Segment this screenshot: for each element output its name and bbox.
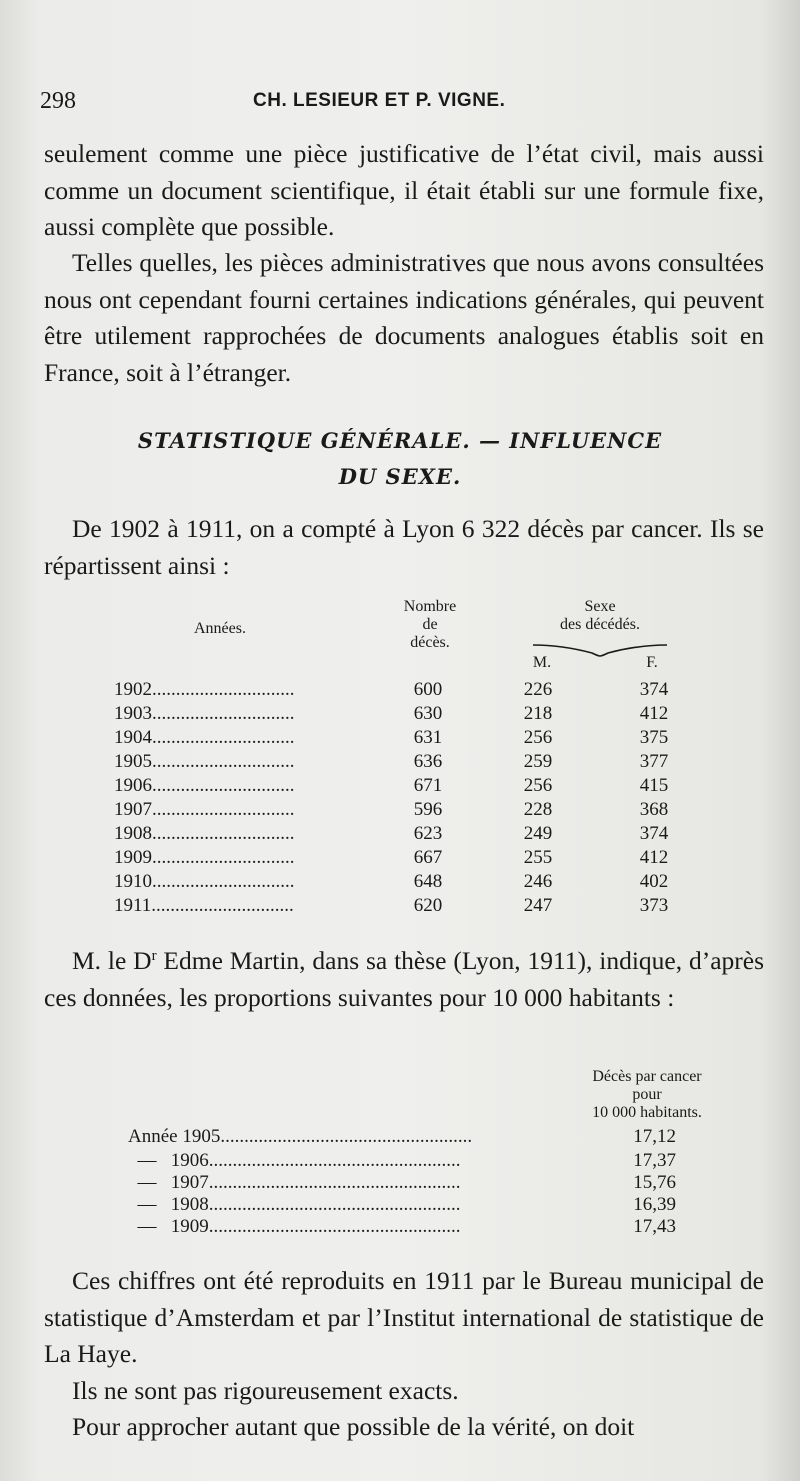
rate-row: [128, 1172, 676, 1196]
rate-row-value: 15,76: [633, 1172, 676, 1193]
row-male: 247: [523, 895, 553, 916]
row-total: 631: [413, 727, 443, 748]
rate-col-header-3: 10 000 habitants.: [592, 1104, 702, 1121]
section-heading-line-1: STATISTIQUE GÉNÉRALE. — INFLUENCE: [137, 428, 663, 453]
row-year: 1903..............................: [114, 703, 295, 724]
rate-row-value: 17,37: [633, 1150, 676, 1171]
col-header-total-1: Nombre: [403, 598, 457, 615]
row-year: 1905..............................: [114, 751, 295, 772]
paragraph-6: Ils ne sont pas rigoureusement exacts.: [72, 1376, 459, 1405]
rate-row-value: 17,12: [633, 1126, 676, 1147]
paragraph-2: Telles quelles, les pièces administratives que nous avons consultées nous ont cependant fourni certaines indications générales, qui peuvent être utilement rapprochées de documents analogues établis soit en France, soit à l’étranger.: [44, 248, 764, 387]
row-year: 1909..............................: [114, 847, 295, 868]
row-male: 228: [523, 799, 553, 820]
rate-row: [128, 1216, 676, 1240]
row-total: 636: [413, 751, 443, 772]
row-female: 374: [639, 679, 669, 700]
row-female: 368: [639, 799, 669, 820]
row-year: 1907..............................: [114, 799, 295, 820]
section-heading-line-2: DU SEXE.: [338, 464, 462, 489]
rate-row-value: 16,39: [633, 1194, 676, 1215]
row-male: 218: [523, 703, 553, 724]
row-year: 1904..............................: [114, 727, 295, 748]
paragraph-5: Ces chiffres ont été reproduits en 1911 par le Bureau municipal de statistique d’Amsterdam et par l’Institut international de statistique de La Haye.: [44, 1266, 764, 1368]
row-male: 249: [523, 823, 553, 844]
superscript: r: [151, 948, 157, 964]
rate-col-header-1: Décès par cancer: [592, 1068, 702, 1085]
row-year: 1911..............................: [114, 895, 294, 916]
col-header-f: F.: [646, 654, 658, 671]
rate-col-header-2: pour: [632, 1086, 662, 1103]
row-year: 1906..............................: [114, 775, 295, 796]
row-male: 255: [523, 847, 553, 868]
row-total: 596: [413, 799, 443, 820]
row-male: 259: [523, 751, 553, 772]
row-female: 377: [639, 751, 669, 772]
rate-row-label: Année 1905.....................................................: [128, 1126, 473, 1147]
row-male: 256: [523, 775, 553, 796]
col-header-total-3: décès.: [410, 634, 450, 651]
row-male: 246: [523, 871, 553, 892]
row-total: 620: [413, 895, 443, 916]
rate-row-label: — 1907.....................................................: [128, 1172, 461, 1193]
col-header-m: M.: [532, 654, 552, 671]
row-total: 648: [413, 871, 443, 892]
row-year: 1908..............................: [114, 823, 295, 844]
col-header-sex-1: Sexe: [584, 598, 616, 615]
col-header-total-2: de: [422, 616, 438, 633]
paragraph-4: [44, 943, 764, 1016]
row-year: 1910..............................: [114, 871, 295, 892]
row-female: 412: [639, 703, 669, 724]
row-total: 623: [413, 823, 443, 844]
rate-row: [128, 1194, 676, 1218]
col-header-sex-2: des décédés.: [560, 616, 640, 633]
running-head: CH. LESIEUR ET P. VIGNE.: [253, 90, 506, 111]
row-female: 373: [639, 895, 669, 916]
rate-row-label: — 1908.....................................................: [128, 1194, 461, 1215]
paragraph-3: De 1902 à 1911, on a compté à Lyon 6 322 décès par cancer. Ils se répartissent ainsi :: [44, 514, 764, 580]
paragraph-4-start: M. le D: [72, 946, 152, 975]
rate-row-label: — 1909.....................................................: [128, 1216, 461, 1237]
paragraph-4-rest: Edme Martin, dans sa thèse (Lyon, 1911), indique, d’après ces données, les proportions suivantes pour 10 000 habitants :: [44, 946, 764, 1012]
page-number: 298: [40, 88, 76, 114]
paragraph-1: seulement comme une pièce justificative de l’état civil, mais aussi comme un document scientifique, il était établi sur une formule fixe, aussi complète que possible.: [44, 139, 764, 241]
row-total: 600: [413, 679, 443, 700]
rate-row-value: 17,43: [633, 1216, 676, 1237]
row-female: 412: [639, 847, 669, 868]
rate-row-label: — 1906.....................................................: [128, 1150, 461, 1171]
row-male: 256: [523, 727, 553, 748]
row-female: 415: [639, 775, 669, 796]
page-header: [40, 88, 760, 118]
col-header-years: Années.: [194, 620, 246, 637]
rate-row: [128, 1150, 676, 1174]
row-total: 667: [413, 847, 443, 868]
rate-row: [128, 1126, 676, 1150]
row-female: 402: [639, 871, 669, 892]
row-total: 630: [413, 703, 443, 724]
row-year: 1902..............................: [114, 679, 295, 700]
paragraph-7: Pour approcher autant que possible de la vérité, on doit: [72, 1412, 635, 1441]
row-female: 375: [639, 727, 669, 748]
row-male: 226: [523, 679, 553, 700]
row-total: 671: [413, 775, 443, 796]
row-female: 374: [639, 823, 669, 844]
